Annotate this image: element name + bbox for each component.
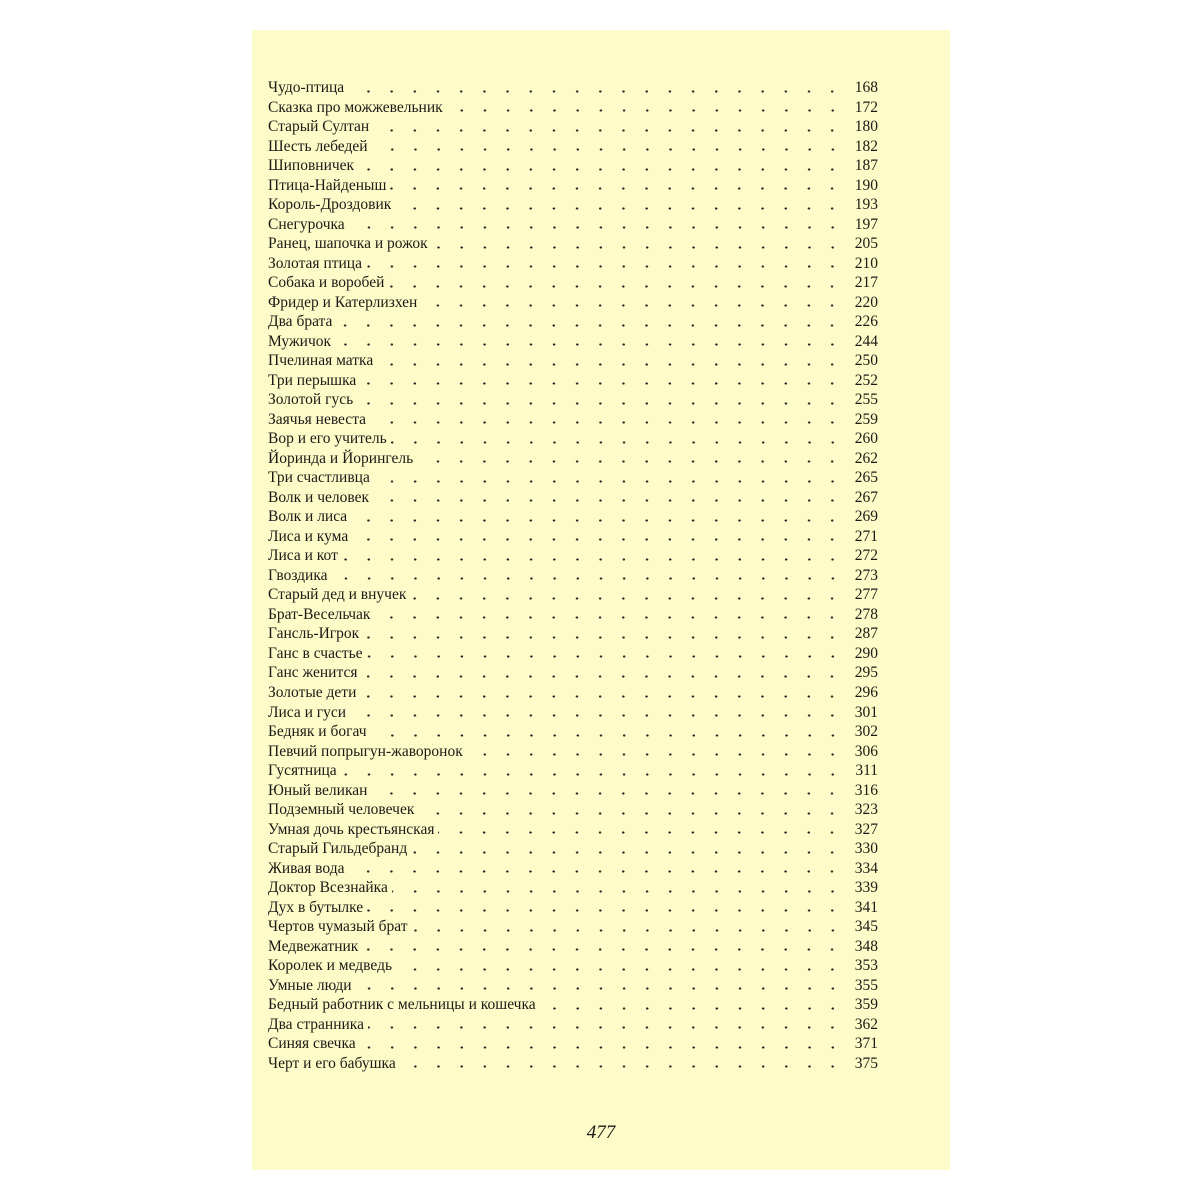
dot-leader (352, 538, 844, 541)
toc-entry-page: 323 (854, 801, 878, 819)
toc-entry (268, 254, 878, 274)
toc-entry-title: Волк и лиса (268, 508, 348, 526)
dot-leader (363, 636, 844, 639)
toc-entry (268, 234, 878, 254)
toc-entry-page: 210 (854, 254, 878, 272)
toc-entry-title: Волк и человек (268, 488, 369, 506)
toc-entry-title: Чудо-птица (268, 79, 345, 96)
toc-entry (268, 839, 878, 859)
toc-entry-page: 271 (854, 527, 878, 545)
toc-entry (268, 937, 878, 957)
toc-entry (268, 898, 878, 918)
toc-entry-page: 259 (854, 410, 878, 428)
toc-entry-page: 290 (854, 644, 878, 662)
toc-entry-page: 262 (854, 449, 878, 467)
dot-leader (348, 870, 844, 873)
toc-entry-page: 272 (854, 547, 878, 565)
toc-entry-page: 371 (854, 1035, 878, 1053)
toc-entry (268, 1054, 878, 1074)
toc-entry-title: Бедняк и богач (268, 723, 367, 741)
toc-entry-page: 226 (854, 313, 878, 331)
toc-entry (268, 195, 878, 215)
toc-entry-page: 250 (854, 352, 878, 370)
table-of-contents (268, 78, 878, 1073)
toc-entry-page: 277 (854, 586, 878, 604)
toc-entry (268, 371, 878, 391)
toc-entry-title: Ранец, шапочка и рожок (268, 235, 428, 253)
toc-entry (268, 644, 878, 664)
toc-entry-title: Старый Султан (268, 118, 370, 136)
toc-entry-page: 260 (854, 430, 878, 448)
toc-entry (268, 956, 878, 976)
toc-entry-page: 187 (854, 157, 878, 175)
toc-entry-title: Гансль-Игрок (268, 625, 360, 643)
dot-leader (467, 753, 844, 756)
dot-leader (390, 187, 844, 190)
toc-entry-page: 182 (854, 137, 878, 155)
toc-entry-page: 267 (854, 488, 878, 506)
toc-entry-title: Старый дед и внучек (268, 586, 407, 604)
toc-entry-title: Три счастливца (268, 469, 370, 487)
dot-leader (367, 655, 844, 658)
toc-entry (268, 859, 878, 879)
toc-entry (268, 351, 878, 371)
toc-entry-page: 330 (854, 840, 878, 858)
dot-leader (349, 226, 844, 229)
toc-entry-page: 217 (854, 274, 878, 292)
dot-leader (360, 695, 844, 698)
toc-entry-page: 193 (854, 196, 878, 214)
toc-entry-title: Доктор Всезнайка (268, 879, 388, 897)
toc-entry-page: 180 (854, 118, 878, 136)
dot-leader (368, 1026, 844, 1029)
toc-entry (268, 605, 878, 625)
dot-leader (358, 168, 844, 171)
toc-entry-title: Йоринда и Йорингель (268, 449, 414, 467)
dot-leader (367, 909, 844, 912)
dot-leader (374, 616, 844, 619)
toc-entry-title: Медвежатник (268, 937, 359, 955)
toc-entry-title: Лиса и кот (268, 547, 338, 565)
toc-entry (268, 468, 878, 488)
toc-entry-page: 190 (854, 176, 878, 194)
toc-entry (268, 663, 878, 683)
toc-entry-title: Лиса и гуси (268, 703, 347, 721)
toc-entry-title: Подземный человечек (268, 801, 415, 819)
toc-entry-title: Гвоздика (268, 566, 328, 584)
dot-leader (411, 851, 844, 854)
toc-entry-page: 359 (854, 996, 878, 1014)
toc-entry-page: 252 (854, 371, 878, 389)
toc-entry (268, 449, 878, 469)
toc-entry-page: 295 (854, 664, 878, 682)
dot-leader (373, 129, 844, 132)
toc-entry-page: 296 (854, 683, 878, 701)
toc-entry (268, 742, 878, 762)
toc-entry (268, 527, 878, 547)
toc-entry (268, 976, 878, 996)
toc-entry-title: Дух в бутылке (268, 898, 364, 916)
dot-leader (373, 499, 844, 502)
toc-entry-page: 269 (854, 508, 878, 526)
toc-entry-page: 311 (855, 762, 878, 780)
toc-entry (268, 273, 878, 293)
toc-entry-title: Живая вода (268, 859, 345, 877)
toc-entry (268, 800, 878, 820)
dot-leader (348, 90, 844, 93)
toc-entry (268, 703, 878, 723)
dot-leader (395, 207, 844, 210)
dot-leader (388, 285, 844, 288)
toc-entry-title: Золотые дети (268, 683, 357, 701)
toc-entry-page: 327 (854, 820, 878, 838)
toc-entry (268, 624, 878, 644)
toc-entry (268, 546, 878, 566)
page-number: 477 (586, 1122, 616, 1143)
dot-leader (400, 1065, 844, 1068)
toc-entry-page: 205 (854, 235, 878, 253)
dot-leader (372, 148, 844, 151)
toc-entry (268, 566, 878, 586)
toc-entry-title: Снегурочка (268, 215, 345, 233)
dot-leader (447, 109, 844, 112)
dot-leader (377, 363, 844, 366)
dot-leader (410, 597, 844, 600)
toc-entry-title: Брат-Весельчак (268, 605, 371, 623)
toc-entry-title: Шесть лебедей (268, 137, 368, 155)
toc-entry-title: Умная дочь крестьянская (268, 820, 435, 838)
dot-leader (370, 421, 844, 424)
dot-leader (360, 1046, 844, 1049)
toc-entry-page: 306 (854, 742, 878, 760)
dot-leader (392, 890, 844, 893)
toc-entry-page: 345 (854, 918, 878, 936)
toc-entry-title: Три перышка (268, 371, 357, 389)
toc-entry-title: Заячья невеста (268, 410, 367, 428)
toc-entry (268, 312, 878, 332)
toc-entry (268, 137, 878, 157)
toc-entry (268, 781, 878, 801)
dot-leader (366, 265, 844, 268)
toc-entry-title: Чертов чумазый брат (268, 918, 408, 936)
toc-entry-title: Ганс в счастье (268, 644, 363, 662)
dot-leader (371, 734, 844, 737)
toc-entry-title: Шиповничек (268, 157, 355, 175)
toc-entry-title: Умные люди (268, 976, 352, 994)
toc-entry-title: Два брата (268, 313, 333, 331)
toc-entry-title: Вор и его учитель (268, 430, 387, 448)
toc-entry-page: 255 (854, 391, 878, 409)
book-page (252, 30, 950, 1170)
toc-entry (268, 507, 878, 527)
dot-leader (396, 968, 844, 971)
toc-entry-page: 355 (854, 976, 878, 994)
toc-entry-page: 244 (854, 332, 878, 350)
dot-leader (335, 343, 844, 346)
toc-entry-page: 316 (854, 781, 878, 799)
toc-entry-title: Сказка про можжевельник (268, 98, 443, 116)
toc-entry (268, 98, 878, 118)
toc-entry (268, 390, 878, 410)
toc-entry-title: Синяя свечка (268, 1035, 356, 1053)
dot-leader (342, 558, 844, 561)
toc-entry (268, 683, 878, 703)
dot-leader (391, 441, 844, 444)
toc-entry-title: Певчий попрыгун-жаворонок (268, 742, 463, 760)
toc-entry-title: Черт и его бабушка (268, 1054, 396, 1072)
toc-entry (268, 995, 878, 1015)
toc-entry-page: 341 (854, 898, 878, 916)
dot-leader (336, 324, 844, 327)
toc-entry (268, 585, 878, 605)
toc-entry-title: Золотой гусь (268, 391, 354, 409)
dot-leader (374, 480, 844, 483)
toc-entry (268, 215, 878, 235)
dot-leader (332, 577, 844, 580)
toc-entry (268, 1015, 878, 1035)
toc-entry (268, 293, 878, 313)
dot-leader (341, 773, 844, 776)
toc-entry-page: 339 (854, 879, 878, 897)
toc-entry-title: Гусятница (268, 762, 337, 780)
toc-entry-page: 375 (854, 1054, 878, 1072)
toc-entry (268, 429, 878, 449)
toc-entry (268, 722, 878, 742)
dot-leader (357, 402, 844, 405)
dot-leader (417, 460, 844, 463)
toc-entry-page: 273 (854, 566, 878, 584)
toc-entry-title: Фридер и Катерлизхен (268, 293, 418, 311)
toc-entry (268, 117, 878, 137)
toc-entry-page: 301 (854, 703, 878, 721)
toc-entry (268, 488, 878, 508)
toc-entry-page: 197 (854, 215, 878, 233)
toc-entry (268, 332, 878, 352)
toc-entry-title: Собака и воробей (268, 274, 385, 292)
toc-entry (268, 878, 878, 898)
toc-entry (268, 917, 878, 937)
dot-leader (412, 929, 844, 932)
dot-leader (360, 382, 844, 385)
dot-leader (350, 714, 844, 717)
toc-entry-page: 172 (854, 98, 878, 116)
toc-entry-title: Ганс женится (268, 664, 358, 682)
toc-entry (268, 156, 878, 176)
dot-leader (540, 1007, 844, 1010)
toc-entry-title: Королек и медведь (268, 957, 393, 975)
toc-entry (268, 410, 878, 430)
dot-leader (421, 304, 844, 307)
toc-entry (268, 820, 878, 840)
toc-entry-page: 168 (854, 79, 878, 96)
toc-entry-page: 287 (854, 625, 878, 643)
dot-leader (362, 948, 844, 951)
toc-entry-title: Старый Гильдебранд (268, 840, 408, 858)
dot-leader (351, 519, 844, 522)
dot-leader (361, 675, 844, 678)
dot-leader (438, 831, 844, 834)
toc-entry-page: 265 (854, 469, 878, 487)
toc-entry-title: Золотая птица (268, 254, 362, 272)
dot-leader (356, 987, 844, 990)
toc-entry-page: 348 (854, 937, 878, 955)
toc-entry-page: 220 (854, 293, 878, 311)
toc-entry-title: Бедный работник с мельницы и кошечка (268, 996, 536, 1014)
dot-leader (418, 812, 844, 815)
toc-entry-title: Лиса и кума (268, 527, 349, 545)
dot-leader (432, 246, 844, 249)
toc-entry-title: Пчелиная матка (268, 352, 374, 370)
toc-entry-title: Юный великан (268, 781, 368, 799)
toc-entry (268, 176, 878, 196)
toc-entry-title: Два странника (268, 1015, 364, 1033)
toc-entry-page: 362 (854, 1015, 878, 1033)
dot-leader (371, 792, 844, 795)
toc-entry-title: Мужичок (268, 332, 332, 350)
toc-entry-page: 302 (854, 723, 878, 741)
toc-entry-title: Король-Дроздовик (268, 196, 392, 214)
toc-entry (268, 1034, 878, 1054)
toc-entry-page: 334 (854, 859, 878, 877)
toc-entry (268, 761, 878, 781)
toc-entry-page: 278 (854, 605, 878, 623)
toc-entry (268, 78, 878, 98)
toc-entry-title: Птица-Найденыш (268, 176, 387, 194)
toc-entry-page: 353 (854, 957, 878, 975)
